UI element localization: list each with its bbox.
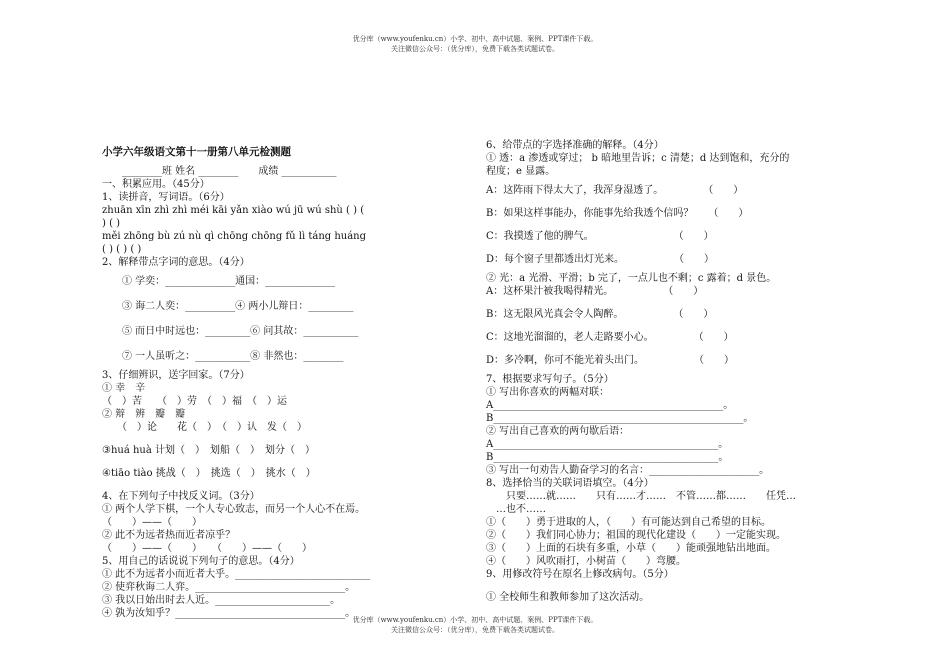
right-line: 只要……就…… 只有……才…… 不管……都…… 任凭…	[486, 491, 796, 502]
right-line: A：这杯果汁被我喝得精光。 （ ）	[486, 286, 704, 297]
left-line: （ ）论 花（ ） （ ）认 发（ ）	[102, 422, 307, 433]
right-line: A______________________________________________。	[486, 400, 734, 411]
left-line: ) ( )	[102, 218, 121, 229]
left-line: ③huá huà 计划（ ） 划船（ ） 划分（ ）	[102, 445, 316, 456]
left-line: ④tiāo tiào 挑战（ ） 挑选（ ） 挑水（ ）	[102, 468, 316, 479]
right-line: A：这阵雨下得太大了，我浑身湿透了。 （ ）	[486, 185, 744, 196]
right-line: 6、给带点的字选择准确的解释。（4分）	[486, 140, 664, 151]
right-line: ① 透：a 渗透或穿过； b 暗地里告诉；c 清楚；d 达到饱和，充分的	[486, 153, 790, 164]
left-line: ( ) ( ) ( )	[102, 244, 142, 255]
right-line: ②（ ）我们同心协力；祖国的现代化建设（ ）一定能实现。	[486, 530, 786, 541]
left-line: 5、用自己的话说说下列句子的意思。（4分）	[102, 556, 300, 567]
left-line: měi zhōng bù zú nù qì chōng chōng fǔ lì táng huáng	[102, 231, 367, 242]
left-line: 4、在下列句子中找反义词。（3分）	[102, 491, 260, 502]
right-line: ① 全校师生和教师参加了这次活动。	[486, 592, 650, 603]
left-line: ⑤ 而日中时远也：_________⑥ 问其故：___________	[102, 326, 359, 337]
right-line: D：多冷啊，你可不能光着头出门。 （ ）	[486, 355, 735, 366]
left-line: ② 辩 辨 瓣 瓣	[102, 409, 186, 420]
header-line-2: 关注微信公众号：（优分库），免费下载各类试题试卷。	[391, 45, 559, 53]
left-line	[102, 338, 472, 350]
right-line	[486, 197, 842, 207]
right-line	[486, 298, 842, 308]
left-line: ① 幸 辛	[102, 383, 146, 394]
left-line: （ ）——（ ） （ ）——（ ）	[102, 543, 312, 554]
right-line	[486, 243, 842, 253]
left-line: （ ）——（ ）	[102, 517, 202, 528]
right-line: 程度；e 显露。	[486, 166, 556, 177]
left-line	[102, 434, 472, 444]
header-line-1: 优分库（www.youfenku.cn）小学、初中、高中试题、案例、PPT课件下载。	[352, 35, 598, 43]
left-line: ③ 我以日始出时去人近。_______________________。	[102, 595, 341, 606]
right-line: D：每个窗子里都透出灯光来。 （ ）	[486, 254, 715, 265]
left-line: zhuān xīn zhì zhì méi kāi yǎn xiào wú jū wú shù ( ) (	[102, 205, 365, 216]
left-line: ① 此不为远者小而近者大乎。___________________________	[102, 569, 371, 580]
left-line: ________班 姓名 ________ 成绩 ___________	[102, 166, 337, 177]
left-line	[102, 288, 472, 300]
right-line: 9、用修改符号在原名上修改病句。（5分）	[486, 569, 674, 580]
left-line	[102, 313, 472, 325]
header-watermark	[0, 34, 950, 54]
right-line: C：我摸透了他的脾气。 （ ）	[486, 231, 714, 242]
right-line	[486, 220, 842, 230]
footer-watermark	[0, 615, 950, 635]
footer-line-1: 优分库（www.youfenku.cn）小学、初中、高中试题、案例、PPT课件下载。	[352, 616, 598, 624]
left-line: 1、读拼音，写词语。（6分）	[102, 192, 230, 203]
right-line: 8、选择恰当的关联词语填空。（4分）	[486, 478, 654, 489]
left-line: 一、积累应用。（45分）	[102, 179, 210, 190]
right-line: ①（ ）勇于进取的人，（ ）有可能达到自己希望的目标。	[486, 517, 771, 528]
left-line	[102, 457, 472, 467]
left-line: 小学六年级语文第十一册第八单元检测题	[102, 146, 291, 158]
right-line: A_____________________________________________。	[486, 439, 729, 450]
footer-line-2: 关注微信公众号：（优分库），免费下载各类试题试卷。	[391, 626, 559, 634]
right-line: B：这无限风光真会令人陶醉。 （ ）	[486, 309, 714, 320]
right-line: B__________________________________________________。	[486, 413, 754, 424]
left-line: 2、解释带点字词的意思。（4分）	[102, 257, 250, 268]
right-line: B_____________________________________________。	[486, 452, 729, 463]
left-line: ④ 孰为汝知乎？__________________________________。	[102, 608, 356, 619]
right-line: …也不……	[486, 504, 546, 515]
right-line	[486, 321, 842, 331]
right-line: ① 写出你喜欢的两幅对联：	[486, 387, 610, 398]
left-line: ⑦ 一人虽听之：___________⑧ 非然也：________	[102, 351, 344, 362]
right-line: ② 光：a 光滑、平滑；b 完了，一点儿也不剩；c 露着；d 景色。	[486, 273, 777, 284]
right-line: 7、根据要求写句子。（5分）	[486, 374, 614, 385]
right-line: ③ 写出一句劝告人勤奋学习的名言：______________________。	[486, 465, 770, 476]
right-line: ② 写出自己喜欢的两句歇后语：	[486, 426, 630, 437]
left-line: ② 使弈秋诲二人弈。______________________________。	[102, 582, 356, 593]
left-line: ① 两个人学下棋，一个人专心致志，而另一个人心不在焉。	[102, 504, 366, 515]
right-column	[486, 139, 842, 604]
right-line	[486, 344, 842, 354]
left-line: ② 此不为远者热而近者凉乎？	[102, 530, 236, 541]
left-column	[102, 146, 472, 620]
left-line: ③ 诲二人奕：__________④ 两小儿辩日：_________	[102, 301, 354, 312]
left-line: ① 学奕：______________通国：______________	[102, 276, 336, 287]
left-line: （ ）苦 （ ）劳 （ ）福 （ ）运	[102, 396, 287, 407]
right-line: B：如果这样事能办，你能事先给我透个信吗？ （ ）	[486, 208, 749, 219]
right-line: ③（ ）上面的石块有多重，小草（ ）能顽强地钻出地面。	[486, 543, 776, 554]
left-line: 3、仔细辨识，送字回家。（7分）	[102, 370, 250, 381]
right-line: C：这地光溜溜的，老人走路要小心。 （ ）	[486, 332, 734, 343]
right-line	[486, 581, 842, 591]
left-line	[102, 480, 472, 490]
right-line: ④（ ）风吹雨打，小树苗（ ）弯腰。	[486, 556, 686, 567]
